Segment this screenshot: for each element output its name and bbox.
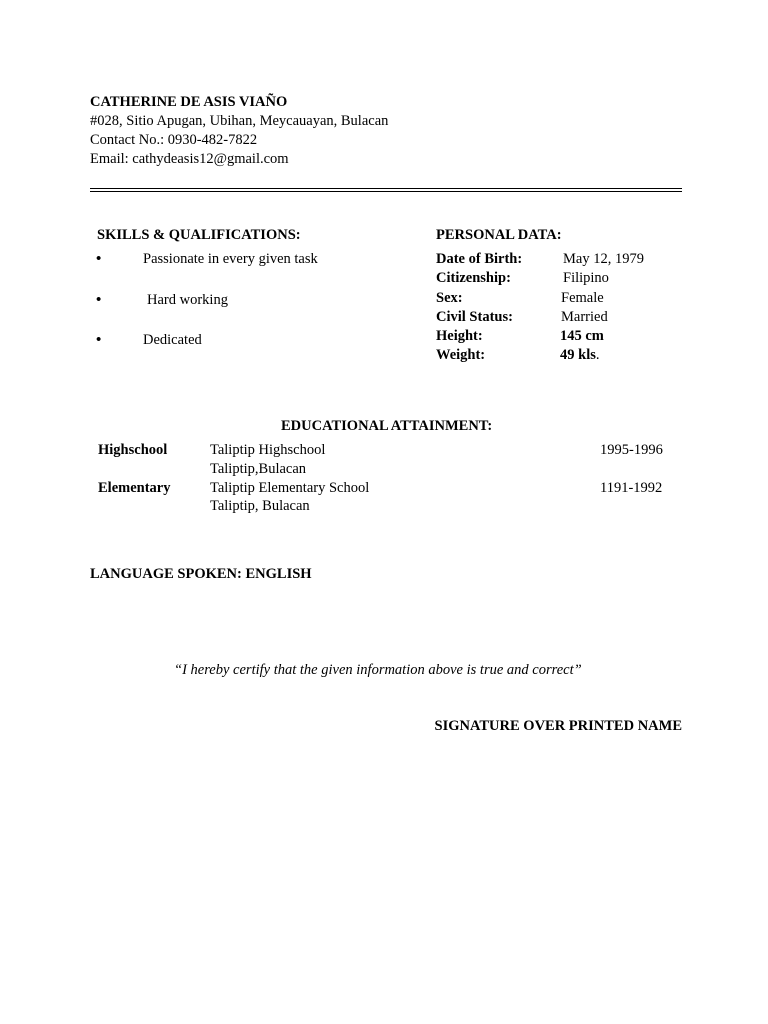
- bullet-icon: •: [96, 292, 102, 308]
- sex-label: Sex:: [436, 290, 463, 306]
- personal-data-heading: PERSONAL DATA:: [436, 227, 562, 243]
- address: #028, Sitio Apugan, Ubihan, Meycauayan, Bulacan: [90, 113, 389, 129]
- divider-line-top: [90, 188, 682, 189]
- skill-item: Passionate in every given task: [143, 251, 318, 267]
- school-years: 1191-1992: [600, 480, 663, 496]
- school-name: Taliptip Highschool: [210, 442, 326, 458]
- weight-suffix: .: [595, 347, 600, 363]
- signature-line: SIGNATURE OVER PRINTED NAME: [434, 718, 682, 734]
- school-location: Taliptip,Bulacan: [210, 461, 307, 477]
- weight-label: Weight:: [436, 347, 486, 363]
- school-name: Taliptip Elementary School: [210, 480, 370, 496]
- civil-status-value: Married: [561, 309, 608, 325]
- education-heading: EDUCATIONAL ATTAINMENT:: [281, 418, 493, 434]
- bullet-icon: •: [96, 251, 102, 267]
- civil-status-label: Civil Status:: [436, 309, 513, 325]
- skill-item: Hard working: [147, 292, 228, 308]
- education-level: Elementary: [98, 480, 171, 496]
- citizenship-value: Filipino: [563, 270, 609, 286]
- weight-value-line: [560, 346, 600, 365]
- citizenship-label: Citizenship:: [436, 270, 511, 286]
- school-years: 1995-1996: [600, 442, 663, 458]
- school-location: Taliptip, Bulacan: [210, 498, 310, 514]
- skills-heading: SKILLS & QUALIFICATIONS:: [97, 227, 301, 243]
- email: Email: cathydeasis12@gmail.com: [90, 151, 289, 167]
- dob-value: May 12, 1979: [563, 251, 644, 267]
- language-spoken: LANGUAGE SPOKEN: ENGLISH: [90, 566, 312, 582]
- sex-value: Female: [561, 290, 604, 306]
- skill-item: Dedicated: [143, 332, 202, 348]
- applicant-name: CATHERINE DE ASIS VIAÑO: [90, 94, 288, 110]
- height-label: Height:: [436, 328, 483, 344]
- bullet-icon: •: [96, 332, 102, 348]
- divider-line-bottom: [90, 191, 682, 192]
- dob-label: Date of Birth:: [436, 251, 523, 267]
- contact-number: Contact No.: 0930-482-7822: [90, 132, 258, 148]
- certification-statement: “I hereby certify that the given information above is true and correct”: [174, 662, 582, 678]
- weight-value: 49 kls: [560, 347, 596, 363]
- education-level: Highschool: [98, 442, 168, 458]
- height-value: 145 cm: [560, 328, 604, 344]
